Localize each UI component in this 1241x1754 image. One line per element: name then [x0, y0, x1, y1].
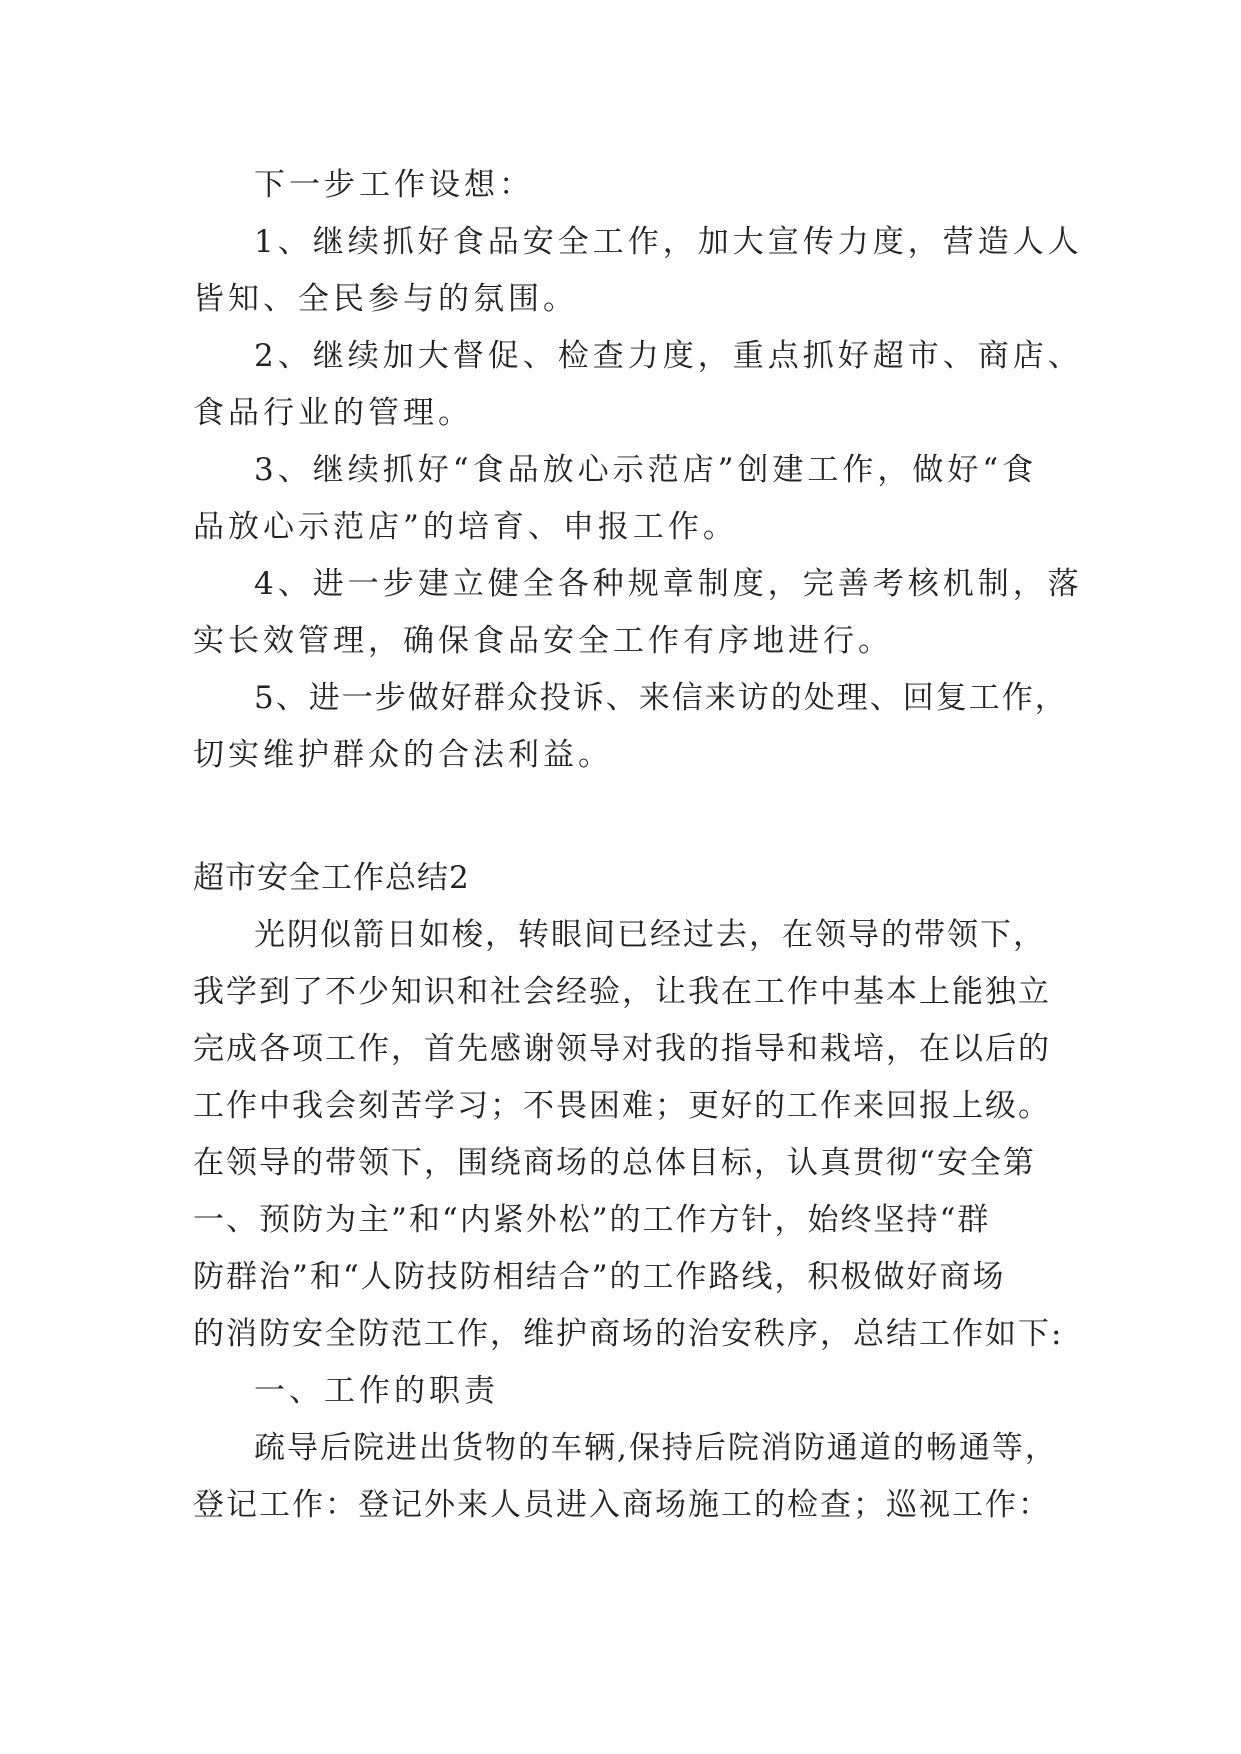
duties-line-2: 登记工作：登记外来人员进入商场施工的检查；巡视工作：	[193, 1487, 1051, 1523]
paragraph-line-1: 光阴似箭日如梭，转眼间已经过去，在领导的带领下，	[254, 917, 1046, 953]
list-item-5-line-2: 切实维护群众的合法利益。	[193, 737, 613, 773]
list-item-3-line-1: 3、继续抓好“食品放心示范店”创建工作，做好“食	[254, 452, 1038, 488]
list-item-1-line-1: 1、继续抓好食品安全工作，加大宣传力度，营造人人	[254, 224, 1083, 260]
list-item-2-line-2: 食品行业的管理。	[193, 395, 473, 431]
paragraph-line-7: 防群治”和“人防技防相结合”的工作路线，积极做好商场	[193, 1259, 1006, 1295]
paragraph-line-4: 工作中我会刻苦学习；不畏困难；更好的工作来回报上级。	[193, 1088, 1051, 1124]
duties-line-1: 疏导后院进出货物的车辆,保持后院消防通道的畅通等，	[254, 1430, 1058, 1466]
list-item-2-line-1: 2、继续加大督促、检查力度，重点抓好超市、商店、	[254, 338, 1083, 374]
section-intro: 下一步工作设想：	[254, 167, 534, 203]
paragraph-line-5: 在领导的带领下，围绕商场的总体目标，认真贯彻“安全第	[193, 1145, 1036, 1181]
paragraph-line-8: 的消防安全防范工作，维护商场的治安秩序，总结工作如下:	[193, 1316, 1064, 1352]
paragraph-line-2: 我学到了不少知识和社会经验，让我在工作中基本上能独立	[193, 974, 1051, 1010]
paragraph-line-6: 一、预防为主”和“内紧外松”的工作方针，始终坚持“群	[193, 1202, 991, 1238]
list-item-3-line-2: 品放心示范店”的培育、申报工作。	[193, 509, 738, 545]
list-item-5-line-1: 5、进一步做好群众投诉、来信来访的处理、回复工作，	[254, 680, 1068, 716]
list-item-1-line-2: 皆知、全民参与的氛围。	[193, 281, 578, 317]
section-title: 超市安全工作总结2	[193, 860, 470, 896]
subheading-duties: 一、工作的职责	[254, 1373, 499, 1409]
paragraph-line-3: 完成各项工作，首先感谢领导对我的指导和栽培，在以后的	[193, 1031, 1051, 1067]
list-item-4-line-2: 实长效管理，确保食品安全工作有序地进行。	[193, 623, 893, 659]
list-item-4-line-1: 4、进一步建立健全各种规章制度，完善考核机制，落	[254, 566, 1083, 602]
